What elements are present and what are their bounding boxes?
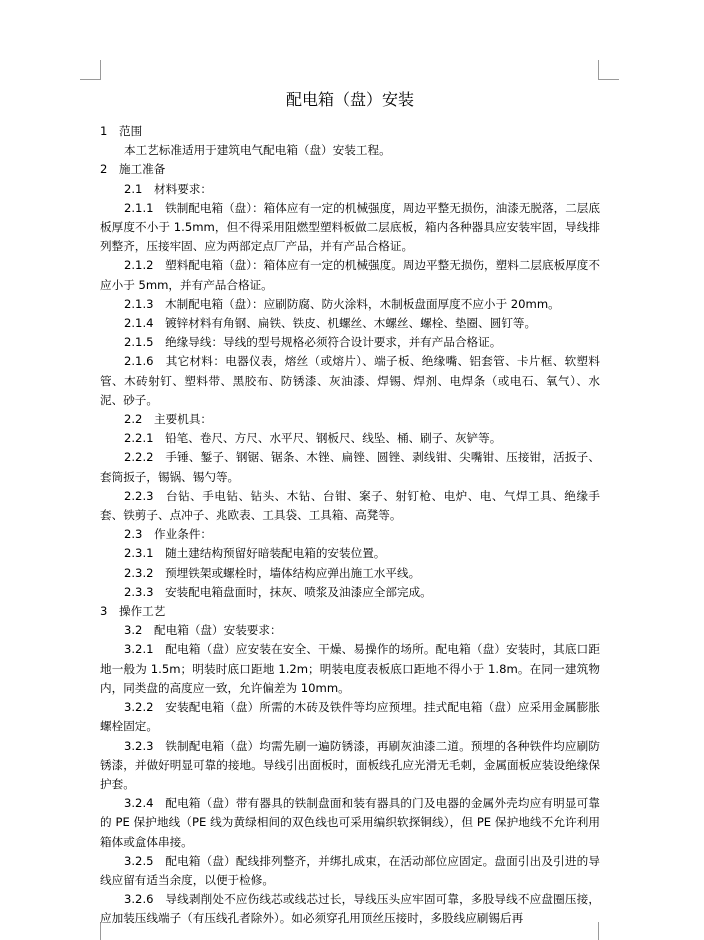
paragraph: 3.2.1 配电箱（盘）应安装在安全、干燥、易操作的场所。配电箱（盘）安装时，其底口距地一般为 1.5m；明装时底口距地 1.2m；明装电度表板底口距地不得小于 1.8m。在同一建筑物内，同类盘的高度应一致，允许偏差为 10mm。 [100,642,600,695]
crop-mark-top-left-h [80,79,101,80]
paragraph: 2.2.3 台钻、手电钻、钻头、木钻、台钳、案子、射钉枪、电炉、电、气焊工具、绝缘手套、铁剪子、点冲子、兆欧表、工具袋、工具箱、高凳等。 [100,488,600,523]
subsection-heading: 2.1 材料要求： [124,181,213,196]
crop-mark-top-left-v [100,60,101,80]
page-title: 配电箱（盘）安装 [285,90,414,109]
paragraph: 2.3.1 随土建结构预留好暗装配电箱的安装位置。 [124,546,386,561]
section-heading: 1 范围 [100,124,143,138]
paragraph: 2.1.5 绝缘导线：导线的型号规格必须符合设计要求，并有产品合格证。 [124,335,502,350]
paragraph: 3.2.2 安装配电箱（盘）所需的木砖及铁件等均应预埋。挂式配电箱（盘）应采用金属膨胀螺栓固定。 [100,700,600,734]
paragraph: 2.1.6 其它材料：电器仪表，熔丝（或熔片）、端子板、绝缘嘴、铝套管、卡片框、软塑料管、木砖射钉、塑料带、黑胶布、防锈漆、灰油漆、焊锡、焊剂、电焊条（或电石、氧气）、水泥、砂子。 [100,354,600,407]
subsection-heading: 3.2 配电箱（盘）安装要求： [124,623,282,638]
paragraph: 2.2.1 铅笔、卷尺、方尺、水平尺、钢板尺、线坠、桶、刷子、灰铲等。 [124,431,502,446]
paragraph: 3.2.6 导线剥削处不应伤线芯或线芯过长，导线压头应牢固可靠，多股导线不应盘圈压接，应加装压线端子（有压线孔者除外）。如必须穿孔用顶丝压接时，多股线应刷锡后再 [100,892,600,926]
paragraph: 3.2.4 配电箱（盘）带有器具的铁制盘面和装有器具的门及电器的金属外壳均应有明显可靠的 PE 保护地线（PE 线为黄绿相间的双色线也可采用编织软探铜线），但 PE 保护地线不允许利用箱体或盒体串接。 [100,796,600,849]
paragraph: 2.1.3 木制配电箱（盘）：应刷防腐、防火涂料，木制板盘面厚度不应小于 20mm。 [124,296,560,311]
crop-mark-top-right-h [598,79,619,80]
section-heading: 2 施工准备 [100,162,166,177]
paragraph: 2.1.4 镀锌材料有角钢、扁铁、铁皮、机螺丝、木螺丝、螺栓、垫圈、圆钉等。 [124,316,537,331]
subsection-heading: 2.2 主要机具： [124,412,213,427]
crop-mark-top-right-v [598,60,599,80]
paragraph: 3.2.5 配电箱（盘）配线排列整齐，并绑扎成束，在活动部位应固定。盘面引出及引进的导线应留有适当余度，以便于检修。 [100,853,600,887]
paragraph: 2.3.2 预埋铁架或螺栓时，墙体结构应弹出施工水平线。 [124,565,421,580]
paragraph: 2.3.3 安装配电箱盘面时，抹灰、喷浆及油漆应全部完成。 [124,584,432,599]
paragraph: 2.1.1 铁制配电箱（盘）：箱体应有一定的机械强度，周边平整无损伤，油漆无脱落，二层底板厚度不小于 1.5mm，但不得采用阻燃型塑料板做二层底板，箱内各种器具应安装牢固，导线排列整齐，压接牢固、应为两部定点厂产品，并有产品合格证。 [100,200,600,254]
paragraph: 2.1.2 塑料配电箱（盘）：箱体应有一定的机械强度。周边平整无损伤，塑料二层底板厚度不应小于 5mm，并有产品合格证。 [100,258,600,292]
paragraph: 2.2.2 手锤、錾子、钢锯、锯条、木锉、扁锉、圆锉、剥线钳、尖嘴钳、压接钳，活扳子、套筒扳子，锡锅、锡勺等。 [100,450,600,484]
subsection-heading: 2.3 作业条件： [124,527,213,542]
paragraph: 3.2.3 铁制配电箱（盘）均需先刷一遍防锈漆，再刷灰油漆二道。预埋的各种铁件均应刷防锈漆，并做好明显可靠的接地。导线引出面板时，面板线孔应光滑无毛刺，金属面板应装设绝缘保护套。 [100,738,600,791]
document-page [100,88,600,929]
section-heading: 3 操作工艺 [100,604,166,619]
paragraph: 本工艺标准适用于建筑电气配电箱（盘）安装工程。 [124,143,391,158]
